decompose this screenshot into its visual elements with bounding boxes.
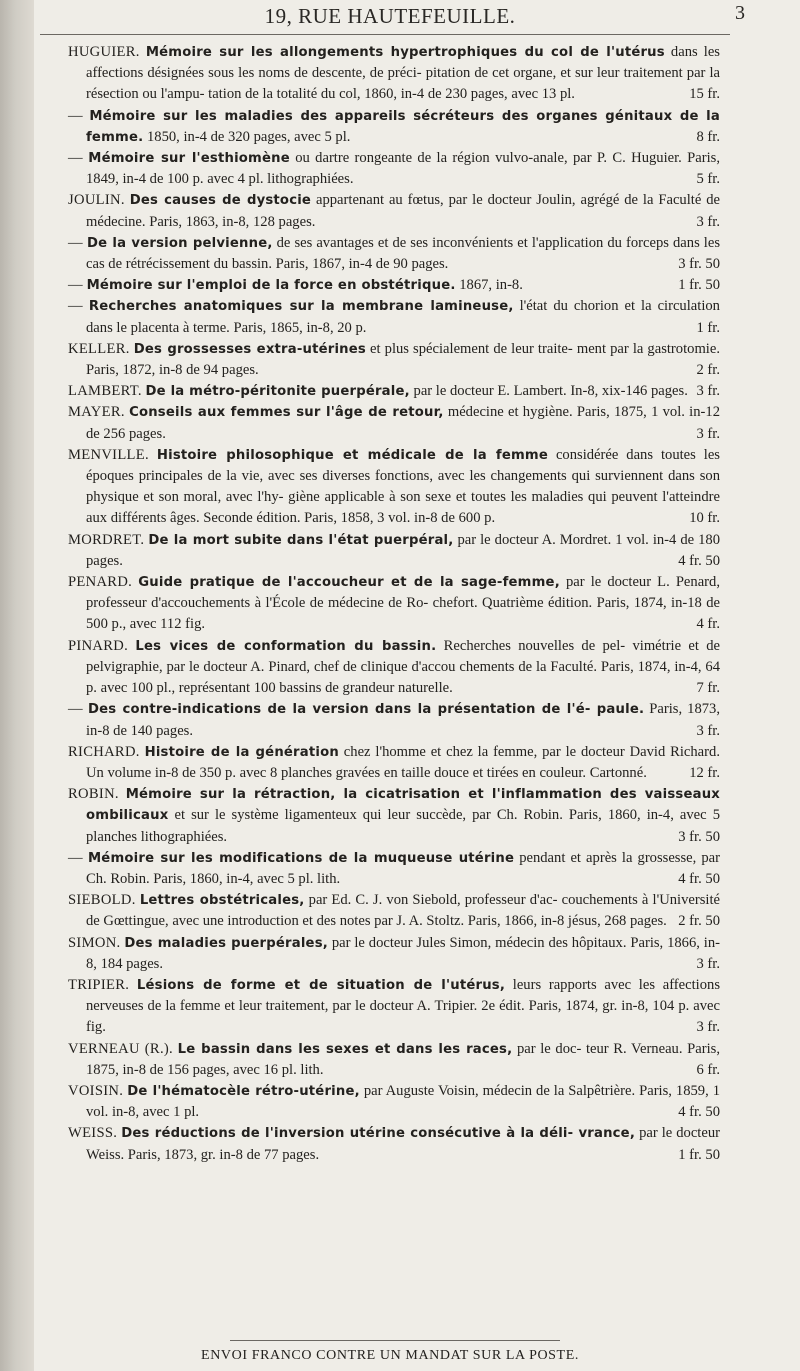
entry-author: ROBIN. [68, 786, 119, 803]
entry-text: par le docteur E. Lambert. In-8, xix-146 pages. [413, 383, 688, 400]
catalog-entry [68, 339, 720, 381]
entry-author: TRIPIER. [68, 976, 130, 993]
entry-title: Histoire de la génération [144, 744, 339, 760]
entry-title: De la métro-péritonite puerpérale, [145, 384, 410, 400]
entry-text: appartenant au fœtus, par le docteur Joulin, agrégé de la Faculté de médecine. Paris, 1863, in-8, 128 pages. [86, 192, 720, 230]
entry-title: Des contre-indications de la version dans la présentation de l'é- paule. [87, 702, 645, 718]
entry-price: 3 fr. [696, 213, 720, 230]
entry-author: MENVILLE. [68, 446, 149, 463]
entry-title: De l'hématocèle rétro-utérine, [127, 1083, 360, 1099]
catalog-entry [68, 848, 720, 890]
entry-price: 3 fr. [696, 383, 720, 400]
entry-author: MORDRET. [68, 531, 145, 548]
entry-price: 2 fr. [696, 362, 720, 379]
entry-price: 4 fr. 50 [678, 552, 720, 569]
catalog-entry [68, 1039, 720, 1081]
entry-text: 1867, in-8. [459, 277, 523, 294]
entry-price: 10 fr. [689, 510, 720, 527]
entry-price: 3 fr. 50 [678, 828, 720, 845]
header-rule [40, 34, 730, 35]
entry-author: PENARD. [68, 574, 133, 591]
entry-title: Recherches anatomiques sur la membrane lamineuse, [88, 299, 514, 315]
entry-text: considérée dans toutes les époques principales de la vie, avec ses diverses fonctions, avec les changements qui surviennent dans son physique et son moral, avec l'hy- giène applicable à son sexe et toutes les maladies qui peuvent l'atteindre aux différents âges. Seconde édition. Paris, 1858, 3 vol. in-8 de 600 p. [86, 446, 720, 527]
catalog-entry [68, 933, 720, 975]
entry-text: Paris, 1873, in-8 de 140 pages. [86, 701, 720, 739]
catalog-entry [68, 148, 720, 190]
entry-price: 1 fr. 50 [678, 277, 720, 294]
catalog-entry [68, 890, 720, 932]
entry-text: par le doc- teur R. Verneau. Paris, 1875, in-8 de 156 pages, avec 16 pl. lith. [86, 1040, 720, 1078]
entry-price: 4 fr. 50 [678, 870, 720, 887]
entry-text: et plus spécialement de leur traite- ment par la gastrotomie. Paris, 1872, in-8 de 94 pages. [86, 340, 720, 379]
entry-price: 1 fr. 50 [678, 1146, 720, 1163]
entry-text: par Auguste Voisin, médecin de la Salpêtrière. Paris, 1859, 1 vol. in-8, avec 1 pl. [86, 1082, 721, 1121]
entry-price: 3 fr. [696, 955, 720, 972]
catalog-entry [68, 190, 720, 232]
catalog-entry [68, 1081, 720, 1123]
entry-price: 6 fr. [696, 1061, 720, 1078]
page-number: 3 [735, 2, 745, 24]
entry-price: 3 fr. [696, 722, 720, 739]
entry-author: — [68, 701, 83, 718]
entry-text: par le docteur Weiss. Paris, 1873, gr. in-8 de 77 pages. [86, 1125, 720, 1163]
page-footer: ENVOI FRANCO CONTRE UN MANDAT SUR LA POSTE. [201, 1348, 579, 1363]
catalog-entry [68, 784, 720, 848]
catalog-entry [68, 445, 720, 530]
entry-title: Des réductions de l'inversion utérine consécutive à la déli- vrance, [121, 1126, 636, 1142]
entry-author: — [68, 849, 83, 866]
entry-title: De la version pelvienne, [86, 235, 273, 251]
catalog-entries [68, 42, 720, 1166]
entry-title: Mémoire sur les maladies des appareils sécréteurs des organes génitaux de la femme. [86, 108, 720, 145]
entry-text: leurs rapports avec les affections nerveuses de la femme et leur traitement, par le docteur A. Tripier. 2e édit. Paris, 1874, gr. in-8, 104 p. avec fig. [86, 976, 721, 1036]
entry-text: par le docteur Jules Simon, médecin des hôpitaux. Paris, 1866, in-8, 184 pages. [86, 934, 721, 972]
entry-title: Des maladies puerpérales, [124, 935, 328, 951]
catalog-entry [68, 233, 720, 275]
entry-text: de ses avantages et de ses inconvénients et l'application du forceps dans les cas de rétrécissement du bassin. Paris, 1867, in-4 de 90 pages. [86, 234, 720, 273]
entry-price: 2 fr. 50 [678, 913, 720, 930]
entry-author: — [68, 298, 83, 315]
entry-text: 1850, in-4 de 320 pages, avec 5 pl. [146, 128, 351, 145]
entry-author: — [68, 150, 83, 167]
entry-price: 7 fr. [696, 680, 720, 697]
entry-title: Mémoire sur les allongements hypertrophiques du col de l'utérus [145, 45, 665, 60]
entry-title: Mémoire sur la rétraction, la cicatrisation et l'inflammation des vaisseaux ombilicaux [86, 787, 720, 824]
entry-author: — [68, 234, 83, 251]
entry-title: Le bassin dans les sexes et dans les races, [177, 1041, 513, 1057]
entry-author: — [68, 277, 83, 294]
catalog-entry [68, 636, 720, 700]
entry-author: MAYER. [68, 404, 125, 421]
entry-title: Des grossesses extra-utérines [133, 341, 366, 357]
entry-price: 3 fr. [696, 1019, 720, 1036]
entry-title: De la mort subite dans l'état puerpéral, [148, 532, 454, 548]
entry-author: SIMON. [68, 934, 121, 951]
entry-title: Les vices de conformation du bassin. [135, 638, 437, 654]
catalog-entry [68, 106, 720, 148]
entry-title: Des causes de dystocie [129, 193, 312, 209]
catalog-entry [68, 572, 720, 636]
entry-text: ou dartre rongeante de la région vulvo-anale, par P. C. Huguier. Paris, 1849, in-4 de 100 p. avec 4 pl. lithographiées. [86, 150, 721, 188]
entry-price: 3 fr. 50 [678, 256, 720, 273]
entry-title: Lésions de forme et de situation de l'utérus, [136, 977, 506, 993]
entry-author: RICHARD. [68, 743, 140, 760]
entry-price: 4 fr. 50 [678, 1104, 720, 1121]
entry-title: Histoire philosophique et médicale de la femme [156, 447, 549, 463]
entry-title: Mémoire sur l'esthiomène [88, 151, 290, 167]
entry-author: PINARD. [68, 637, 129, 654]
entry-text: et sur le système ligamenteux qui leur succède, par Ch. Robin. Paris, 1860, in-4, avec 5 planches lithographiées. [86, 807, 720, 845]
entry-price: 3 fr. [696, 425, 720, 442]
entry-price: 15 fr. [689, 86, 720, 103]
entry-text: chez l'homme et chez la femme, par le docteur David Richard. Un volume in-8 de 350 p. avec 8 planches gravées en taille douce et tirées en couleur. Cartonné. [86, 743, 720, 781]
entry-text: par le docteur A. Mordret. 1 vol. in-4 de 180 pages. [86, 531, 720, 569]
catalog-entry [68, 381, 720, 402]
catalog-entry [68, 742, 720, 784]
entry-price: 5 fr. [696, 171, 720, 188]
entry-author: SIEBOLD. [68, 892, 136, 909]
entry-author: KELLER. [68, 340, 130, 357]
entry-author: — [68, 107, 83, 124]
page-header: 19, RUE HAUTEFEUILLE. [264, 4, 516, 28]
entry-price: 4 fr. [696, 616, 720, 633]
entry-text: pendant et après la grossesse, par Ch. Robin. Paris, 1860, in-4, avec 5 pl. lith. [86, 849, 720, 887]
entry-text: médecine et hygiène. Paris, 1875, 1 vol. in-12 de 256 pages. [86, 404, 720, 442]
catalog-entry [68, 296, 720, 338]
entry-price: 8 fr. [696, 128, 720, 145]
catalog-entry [68, 1123, 720, 1165]
entry-title: Conseils aux femmes sur l'âge de retour, [129, 405, 444, 421]
entry-title: Mémoire sur les modifications de la muqueuse utérine [87, 850, 515, 866]
catalog-entry [68, 402, 720, 444]
entry-author: VOISIN. [68, 1082, 124, 1099]
entry-text: dans les affections désignées sous les noms de descente, de préci- pitation de cet organe, et sur leur traitement par la résection ou l'ampu- tation de la totalité du col, 1860, in-4 de 230 pages, avec 13 pl. [86, 44, 720, 103]
entry-author: LAMBERT. [68, 383, 142, 400]
entry-author: WEISS. [68, 1125, 118, 1142]
entry-author: HUGUIER. [68, 44, 140, 60]
entry-title: Mémoire sur l'emploi de la force en obstétrique. [86, 278, 456, 294]
entry-text: par le docteur L. Penard, professeur d'accouchements à l'École de médecine de Ro- chefort. Quatrième édition. Paris, 1874, in-18 de 500 p., avec 112 fig. [86, 574, 720, 633]
entry-price: 12 fr. [689, 764, 720, 781]
catalog-entry [68, 42, 720, 106]
catalog-entry [68, 975, 720, 1039]
entry-author: JOULIN. [68, 192, 125, 209]
entry-price: 1 fr. [696, 319, 720, 336]
footer-rule [230, 1340, 560, 1341]
catalog-entry [68, 699, 720, 741]
book-gutter [0, 0, 34, 1371]
entry-text: par Ed. C. J. von Siebold, professeur d'ac- couchements à l'Université de Gœttingue, avec une introduction et des notes par J. A. Stoltz. Paris, 1866, in-8 jésus, 268 pages. [86, 892, 720, 930]
entry-title: Guide pratique de l'accoucheur et de la sage-femme, [138, 575, 560, 591]
catalog-entry [68, 530, 720, 572]
catalog-entry [68, 275, 720, 296]
entry-title: Lettres obstétricales, [139, 893, 305, 909]
entry-text: l'état du chorion et la circulation dans le placenta à terme. Paris, 1865, in-8, 20 p. [86, 298, 720, 336]
entry-author: VERNEAU (R.). [68, 1040, 174, 1057]
entry-text: Recherches nouvelles de pel- vimétrie et de pelvigraphie, par le docteur A. Pinard, chef de clinique d'accou chements de la Faculté. Paris, 1874, in-4, 64 p. avec 100 pl., représentant 100 bassins de grandeur naturelle. [86, 637, 720, 697]
